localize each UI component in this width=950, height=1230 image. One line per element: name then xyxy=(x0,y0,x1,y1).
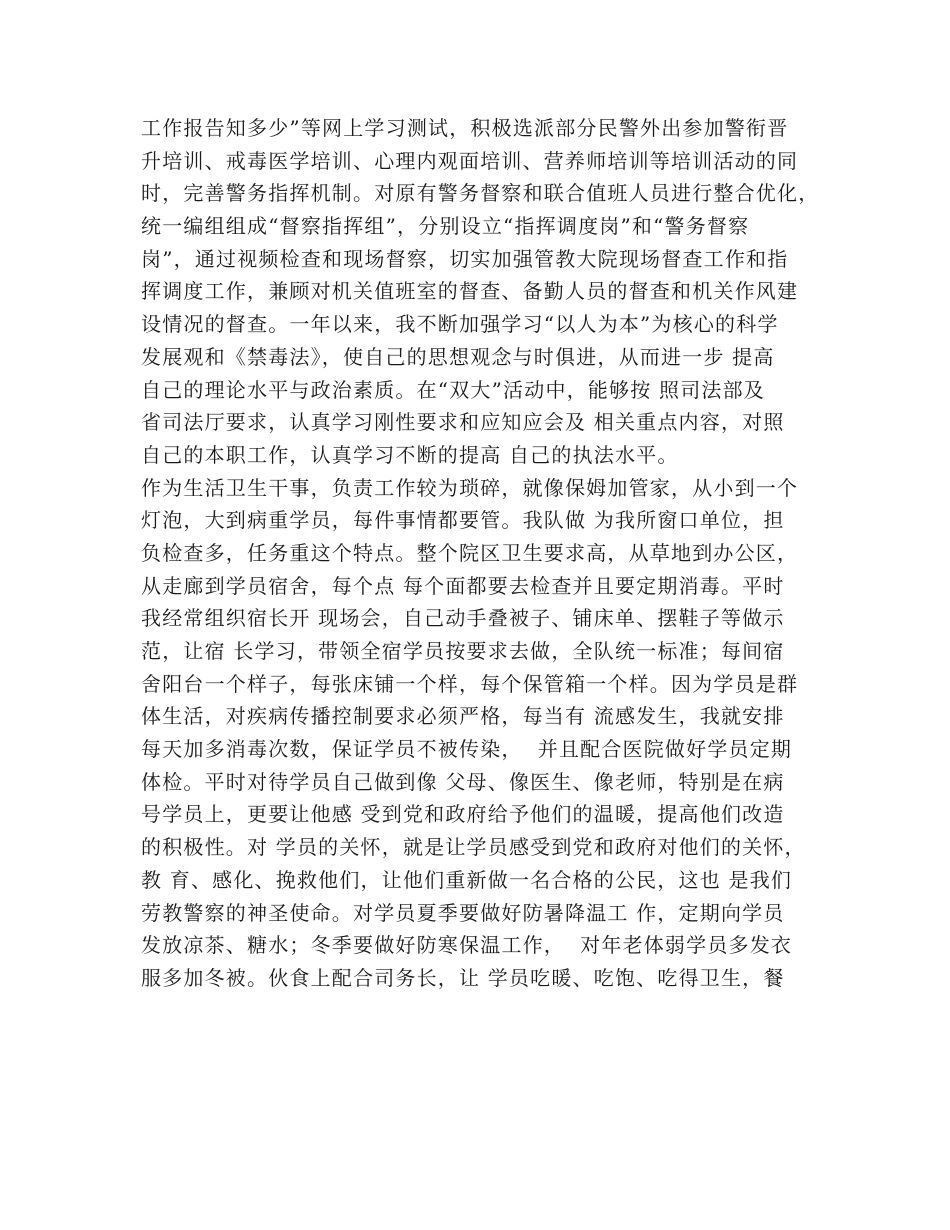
text-line: 我经常组织宿长开 现场会，自己动手叠被子、铺床单、摆鞋子等做示 xyxy=(141,606,785,631)
text-line: 劳教警察的神圣使命。对学员夏季要做好防暑降温工 作，定期向学员 xyxy=(141,900,785,925)
text-line: 工作报告知多少”等网上学习测试，积极选派部分民警外出参加警衔晋 xyxy=(141,116,789,140)
text-line: 发展观和《禁毒法》，使自己的思想观念与时俱进，从而进一步 提高 xyxy=(141,344,775,369)
text-line: 省司法厅要求，认真学习刚性要求和应知应会及 相关重点内容，对照 xyxy=(141,410,785,435)
text-line: 负检查多，任务重这个特点。整个院区卫生要求高，从草地到办公区， xyxy=(141,540,799,565)
body-text xyxy=(141,112,841,995)
text-line: 灯泡，大到病重学员，每件事情都要管。我队做 为我所窗口单位，担 xyxy=(141,508,785,533)
text-line: 范，让宿 长学习，带领全宿学员按要求去做，全队统一标准；每间宿 xyxy=(141,639,785,663)
text-line: 的积极性。对 学员的关怀，就是让学员感受到党和政府对他们的关怀， xyxy=(141,835,806,860)
text-line: 服多加冬被。伙食上配合司务长，让 学员吃暖、吃饱、吃得卫生，餐 xyxy=(141,965,785,990)
text-line: 统一编组组成“督察指挥组”，分别设立“指挥调度岗”和“警务督察 xyxy=(141,214,750,239)
text-line: 岗”，通过视频检查和现场督察，切实加强管教大院现场督查工作和指 xyxy=(141,246,789,271)
text-line: 舍阳台一个样子，每张床铺一个样，每个保管箱一个样。因为学员是群 xyxy=(141,671,799,696)
text-line: 设情况的督查。一年以来，我不断加强学习“以人为本”为核心的科学 xyxy=(141,312,779,337)
text-line: 体检。平时对待学员自己做到像 父母、像医生、像老师，特别是在病 xyxy=(141,769,785,794)
text-line: 自己的理论水平与政治素质。在“双大”活动中，能够按 照司法部及 xyxy=(141,377,766,402)
text-line: 从走廊到学员宿舍，每个点 每个面都要去检查并且要定期消毒。平时 xyxy=(141,573,785,598)
text-line: 发放凉茶、糖水；冬季要做好防寒保温工作， 对年老体弱学员多发衣 xyxy=(141,933,793,958)
text-line: 挥调度工作，兼顾对机关值班室的督查、备勤人员的督查和机关作风建 xyxy=(141,279,799,304)
text-line: 自己的本职工作，认真学习不断的提高 自己的执法水平。 xyxy=(141,442,679,467)
text-line: 教 育、感化、挽救他们，让他们重新做一名合格的公民，这也 是我们 xyxy=(141,867,793,892)
text-line: 作为生活卫生干事，负责工作较为琐碎，就像保姆加管家，从小到一个 xyxy=(141,475,799,500)
text-line: 时，完善警务指挥机制。对原有警务督察和联合值班人员进行整合优化， xyxy=(141,181,820,206)
text-line: 号学员上，更要让他感 受到党和政府给予他们的温暖，提高他们改造 xyxy=(141,802,785,827)
text-line: 每天加多消毒次数，保证学员不被传染， 并且配合医院做好学员定期 xyxy=(141,737,793,762)
text-line: 体生活，对疾病传播控制要求必须严格，每当有 流感发生，我就安排 xyxy=(141,704,785,729)
text-line: 升培训、戒毒医学培训、心理内观面培训、营养师培训等培训活动的同 xyxy=(141,148,799,173)
